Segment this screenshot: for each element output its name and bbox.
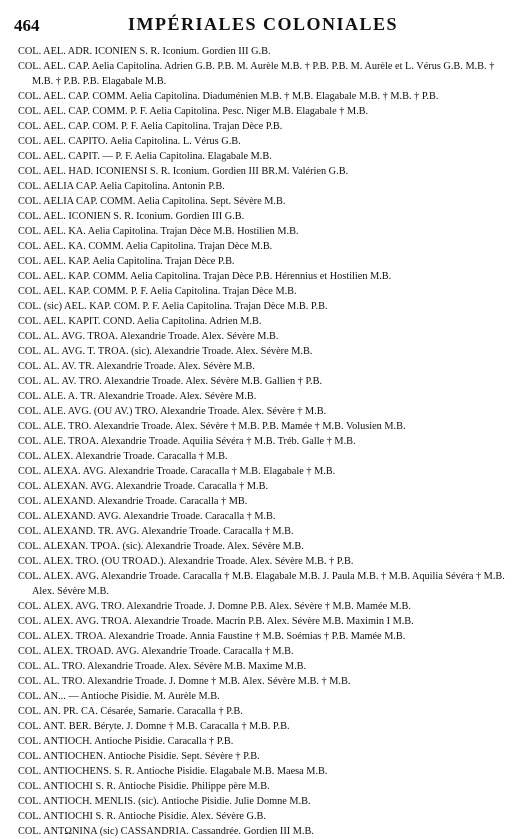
page-header [0,0,526,40]
catalog-entry: COL. ALEX. TROA. Alexandrie Troade. Annia Faustine † M.B. Soémias † P.B. Mamée M.B. [18,631,406,642]
catalog-entry: COL. AL. TRO. Alexandrie Troade. Alex. Sévère M.B. Maxime M.B. [18,661,307,672]
catalog-entry: COL. ANTIOCHEN. Antioche Pisidie. Sept. Sévère † P.B. [18,751,260,762]
catalog-entry: COL. AEL. HAD. ICONIENSI S. R. Iconium. Gordien III BR.M. Valérien G.B. [18,166,349,177]
catalog-entry: COL. AEL. CAPITO. Aelia Capitolina. L. Vérus G.B. [18,136,241,147]
catalog-entry: COL. AEL. KAP. Aelia Capitolina. Trajan Dèce P.B. [18,256,235,267]
catalog-entry: COL. AEL. CAPIT. — P. F. Aelia Capitolina. Elagabale M.B. [18,151,272,162]
catalog-entry: COL. ALEXAND. Alexandrie Troade. Caracalla † MB. [18,496,248,507]
catalog-entry: COL. ALEXAND. AVG. Alexandrie Troade. Caracalla † M.B. [18,511,276,522]
catalog-entry: COL. AL. AV. TR. Alexandrie Troade. Alex. Sévère M.B. [18,361,255,372]
catalog-entry: COL. AELIA CAP. Aelia Capitolina. Antonin P.B. [18,181,225,192]
catalog-entry: COL. AEL. ICONIEN S. R. Iconium. Gordien III G.B. [18,211,245,222]
page-title: IMPÉRIALES COLONIALES [127,14,399,34]
catalog-entry: COL. AEL. CAP. COMM. Aelia Capitolina. Diaduménien M.B. † M.B. Elagabale M.B. † M.B. † P.B. [18,91,439,102]
catalog-entry: COL. ALE. TRO. Alexandrie Troade. Alex. Sévère † M.B. P.B. Mamée † M.B. Volusien M.B. [18,421,406,432]
catalog-entry: COL. ANT. BER. Béryte. J. Domne † M.B. Caracalla † M.B. P.B. [18,721,290,732]
catalog-entry: COL. ALEX. TRO. (OU TROAD.). Alexandrie Troade. Alex. Sévère M.B. † P.B. [18,556,354,567]
catalog-entry: COL. AN. PR. CA. Césarée, Samarie. Caracalla † P.B. [18,706,243,717]
catalog-entry: COL. ALEX. AVG. TROA. Alexandrie Troade. Macrin P.B. Alex. Sévère M.B. Maximin I M.B. [18,616,414,627]
catalog-entry: COL. ALE. AVG. (OU AV.) TRO. Alexandrie Troade. Alex. Sévère † M.B. [18,406,327,417]
catalog-entry: COL. ALE. A. TR. Alexandrie Troade. Alex. Sévère M.B. [18,391,257,402]
catalog-entry: COL. AEL. KA. Aelia Capitolina. Trajan Dèce M.B. Hostilien M.B. [18,226,299,237]
catalog-entry: COL. ALEXAN. AVG. Alexandrie Troade. Caracalla † M.B. [18,481,269,492]
catalog-entry: COL. AEL. CAP. COMM. P. F. Aelia Capitolina. Pesc. Niger M.B. Elagabale † M.B. [18,106,369,117]
page-number: 464 [14,16,40,35]
catalog-entry: COL. ANTIOCH. Antioche Pisidie. Caracalla † P.B. [18,736,234,747]
catalog-entry: COL. AEL. KAP. COMM. Aelia Capitolina. Trajan Dèce P.B. Hérennius et Hostilien M.B. [18,271,392,282]
catalog-entry: COL. AEL. KA. COMM. Aelia Capitolina. Trajan Dèce M.B. [18,241,273,252]
catalog-entry: COL. AN... — Antioche Pisidie. M. Aurèle M.B. [18,691,220,702]
catalog-entry: COL. ALEXAN. TPOA. (sic). Alexandrie Troade. Alex. Sévère M.B. [18,541,304,552]
catalog-entry: COL. ANTΩNINA (sic) CASSANDRIA. Cassandrée. Gordien III M.B. [18,826,314,837]
catalog-entry: COL. (sic) AEL. KAP. COM. P. F. Aelia Capitolina. Trajan Dèce M.B. P.B. [18,301,328,312]
catalog-entry: COL. AEL. KAPIT. COND. Aelia Capitolina. Adrien M.B. [18,316,262,327]
catalog-entry: COL. ALEX. TROAD. AVG. Alexandrie Troade. Caracalla † M.B. [18,646,294,657]
catalog-entry: COL. ANTIOCHI S. R. Antioche Pisidie. Philippe père M.B. [18,781,270,792]
catalog-entry: COL. ALEXAND. TR. AVG. Alexandrie Troade. Caracalla † M.B. [18,526,294,537]
catalog-entry: COL. AELIA CAP. COMM. Aelia Capitolina. Sept. Sévère M.B. [18,196,286,207]
catalog-entry: COL. ANTIOCH. MENLIS. (sic). Antioche Pisidie. Julie Domne M.B. [18,796,311,807]
entry-list [18,44,518,839]
catalog-entry: COL. AEL. KAP. COMM. P. F. Aelia Capitolina. Trajan Dèce M.B. [18,286,297,297]
catalog-entry: COL. AEL. ADR. ICONIEN S. R. Iconium. Gordien III G.B. [18,46,271,57]
catalog-entry: COL. ANTIOCHI S. R. Antioche Pisidie. Alex. Sévère G.B. [18,811,266,822]
catalog-entry: COL. ALEX. AVG. TRO. Alexandrie Troade. J. Domne P.B. Alex. Sévère † M.B. Mamée M.B. [18,601,411,612]
catalog-entry: COL. ALEX. AVG. Alexandrie Troade. Caracalla † M.B. Elagabale M.B. J. Paula M.B. † M.B. Aquilia Sévéra † M.B. Alex. Sévère M.B. [18,571,505,597]
catalog-entry: COL. AL. TRO. Alexandrie Troade. J. Domne † M.B. Alex. Sévère M.B. † M.B. [18,676,351,687]
catalog-entry: COL. AEL. CAP. COM. P. F. Aelia Capitolina. Trajan Dèce P.B. [18,121,283,132]
catalog-entry: COL. AL. AV. TRO. Alexandrie Troade. Alex. Sévère M.B. Gallien † P.B. [18,376,323,387]
catalog-entry: COL. AEL. CAP. Aelia Capitolina. Adrien G.B. P.B. M. Aurèle M.B. † P.B. P.B. M. Aurèle et L. Vérus G.B. M.B. † M.B. † P.B. P.B. Elagabale M.B. [18,61,495,87]
catalog-entry: COL. ALE. TROA. Alexandrie Troade. Aquilia Sévéra † M.B. Tréb. Galle † M.B. [18,436,356,447]
catalog-entry: COL. ALEX. Alexandrie Troade. Caracalla † M.B. [18,451,228,462]
catalog-entry: COL. ANTIOCHENS. S. R. Antioche Pisidie. Elagabale M.B. Maesa M.B. [18,766,328,777]
catalog-entry: COL. AL. AVG. TROA. Alexandrie Troade. Alex. Sévère M.B. [18,331,279,342]
catalog-entry: COL. AL. AVG. T. TROA. (sic). Alexandrie Troade. Alex. Sévère M.B. [18,346,313,357]
catalog-entry: COL. ALEXA. AVG. Alexandrie Troade. Caracalla † M.B. Elagabale † M.B. [18,466,336,477]
